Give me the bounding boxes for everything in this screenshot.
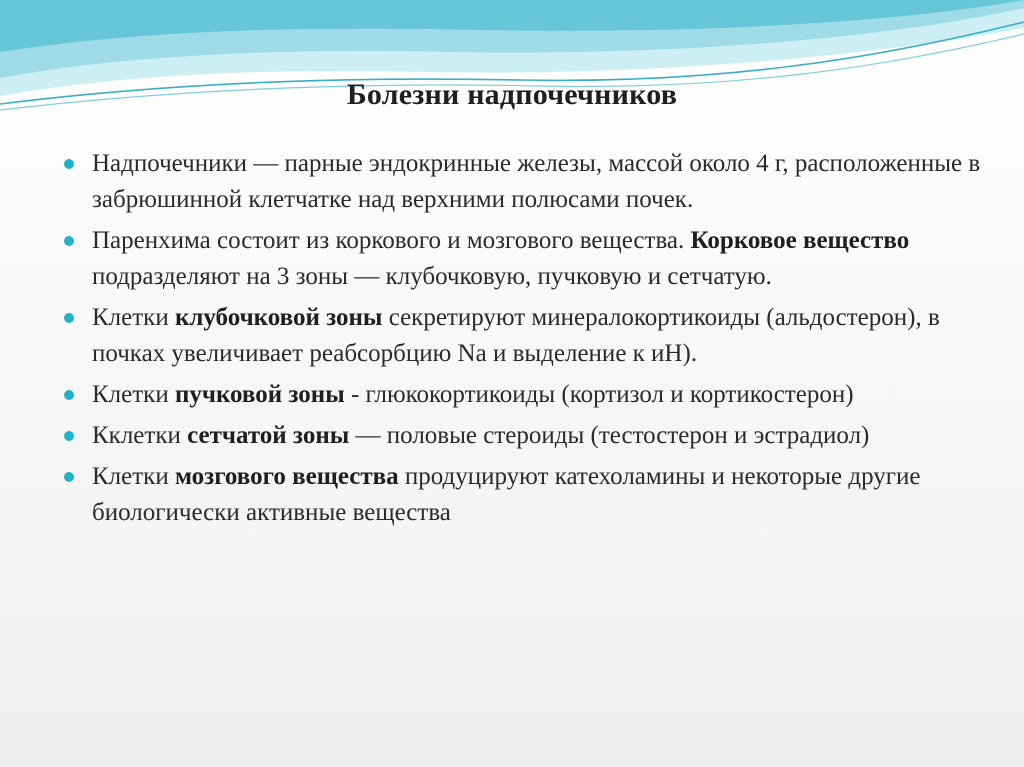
bullet-list — [62, 146, 992, 536]
bullet-dot-icon — [64, 431, 74, 441]
bullet-bold-term: Корковое вещество — [690, 227, 910, 254]
bullet-bold-term: пучковой зоны — [174, 381, 345, 408]
bullet-item — [62, 146, 992, 218]
bullet-dot-icon — [64, 390, 74, 400]
bullet-text: Кклетки — [92, 422, 188, 449]
bullet-text: Паренхима состоит из коркового и мозгового вещества. — [92, 227, 691, 254]
bullet-item — [62, 418, 992, 454]
bullet-text: секретируют минералокортикоиды (альдостерон), в почках увеличивает реабсорбцию Na и выделение к иН). — [92, 304, 940, 367]
bullet-text: Клетки — [92, 304, 175, 331]
bullet-item — [62, 300, 992, 372]
bullet-text: продуцируют катехоламины и некоторые другие биологически активные вещества — [92, 463, 921, 526]
bullet-text: - глюкокортикоиды (кортизол и кортикостерон) — [344, 381, 854, 408]
bullet-text: — половые стероиды (тестостерон и эстрадиол) — [349, 422, 870, 449]
slide-title: Болезни надпочечников — [346, 78, 678, 111]
bullet-item — [62, 377, 992, 413]
bullet-item — [62, 459, 992, 531]
bullet-dot-icon — [64, 472, 74, 482]
bullet-dot-icon — [64, 313, 74, 323]
bullet-item — [62, 223, 992, 295]
bullet-dot-icon — [64, 236, 74, 246]
bullet-bold-term: клубочковой зоны — [174, 304, 383, 331]
bullet-bold-term: сетчатой зоны — [187, 422, 350, 449]
bullet-text: подразделяют на 3 зоны — клубочковую, пучковую и сетчатую. — [92, 263, 772, 290]
bullet-text: Клетки — [92, 463, 175, 490]
bullet-text: Надпочечники — парные эндокринные железы, массой около 4 г, расположенные в забрюшинной клетчатке над верхними полюсами почек. — [92, 150, 981, 213]
bullet-text: Клетки — [92, 381, 175, 408]
bullet-dot-icon — [64, 159, 74, 169]
bullet-bold-term: мозгового вещества — [174, 463, 399, 490]
